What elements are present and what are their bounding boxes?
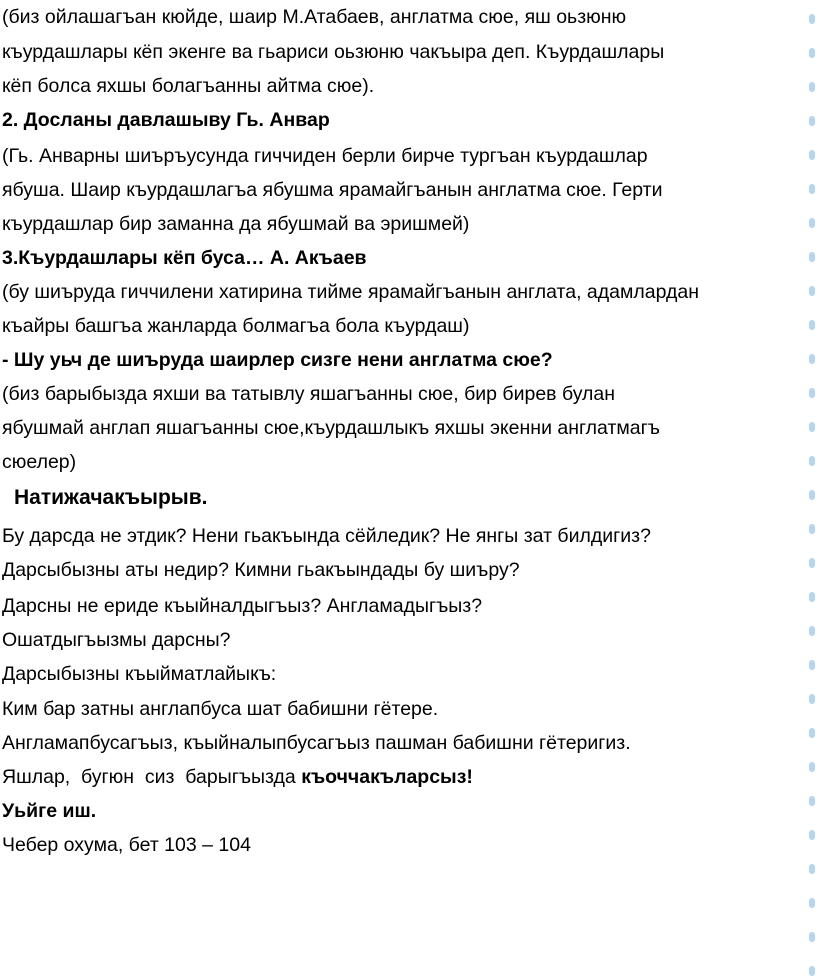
section-heading: 3.Къурдашлары кёп буса… А. Акъаев [2,247,367,269]
edge-dot [809,252,815,262]
text-line: ябуша. Шаир къурдашлагъа ябушма ярамайгъанын англатма сюе. Герти [2,179,663,201]
text-line: къурдашлары кёп экенге ва гьариси оьзюню чакъыра деп. Къурдашлары [2,41,665,63]
edge-dot [809,966,815,976]
edge-dot [809,286,815,296]
edge-dot [809,558,815,568]
text-line: (биз барыбызда яхши ва татывлу яшагъанны сюе, бир бирев булан [2,383,616,405]
edge-dot [809,762,815,772]
edge-dot [809,14,815,24]
edge-dot [809,592,815,602]
edge-dot [809,524,815,534]
text-line: кёп болса яхшы болагъанны айтма сюе). [2,75,375,97]
section-heading: 2. Досланы давлашыву Гь. Анвар [2,109,330,131]
text-line: къурдашлар бир заманна да ябушмай ва эришмей) [2,213,470,235]
text-line: къайры башгъа жанларда болмагъа бола къурдаш) [2,315,470,337]
text-line: ябушмай англап яшагъанны сюе,къурдашлыкъ яхшы экенни англатмагъ [2,417,660,439]
edge-dot [809,388,815,398]
edge-dot [809,354,815,364]
edge-dot [809,932,815,942]
text-line-mixed [2,765,473,789]
text-line: Ошатдыгъызмы дарсны? [2,629,231,651]
text-line: Дарсны не ериде къыйналдыгъыз? Англамадыгъыз? [2,595,483,617]
edge-dot [809,150,815,160]
page-edge-decoration [806,0,816,967]
edge-dot [809,218,815,228]
edge-dot [809,796,815,806]
edge-dot [809,660,815,670]
question-line: - Шу уьч де шиъруда шаирлер сизге нени англатма сюе? [2,349,553,371]
edge-dot [809,184,815,194]
edge-dot [809,898,815,908]
text-line: Ким бар затны англапбуса шат бабишни гётере. [2,698,439,720]
text-line: (Гь. Анварны шиъръусунда гиччиден берли бирче тургъан къурдашлар [2,145,648,167]
text-line: (биз ойлашагъан кюйде, шаир М.Атабаев, англатма сюе, яш оьзюню [2,6,627,28]
edge-dot [809,490,815,500]
text-line: (бу шиъруда гиччилени хатирина тийме ярамайгъанын англата, адамлардан [2,281,700,303]
edge-dot [809,728,815,738]
edge-dot [809,626,815,636]
edge-dot [809,456,815,466]
edge-dot [809,82,815,92]
homework-heading: Уьйге иш. [2,800,97,822]
conclusion-heading: Натижачакъырыв. [14,486,208,509]
text-line: Бу дарсда не этдик? Нени гьакъында сёйледик? Не янгы зат билдигиз? [2,525,651,547]
text-line: сюелер) [2,451,77,473]
edge-dot [809,830,815,840]
text-line: Дарсыбызны аты недир? Кимни гьакъындады бу шиъру? [2,559,520,581]
edge-dot [809,116,815,126]
text-line: Дарсыбызны къыйматлайыкъ: [2,663,277,685]
edge-dot [809,320,815,330]
bold-text-span: къоччакъларсыз! [301,766,473,788]
edge-dot [809,694,815,704]
edge-dot [809,48,815,58]
edge-dot [809,422,815,432]
text-line: Чебер охума, бет 103 – 104 [2,834,251,856]
text-span: Яшлар, бугюн сиз барыгъызда [2,766,302,788]
edge-dot [809,864,815,874]
text-line: Англамапбусагъыз, къыйналыпбусагъыз пашман бабишни гётеригиз. [2,732,631,754]
